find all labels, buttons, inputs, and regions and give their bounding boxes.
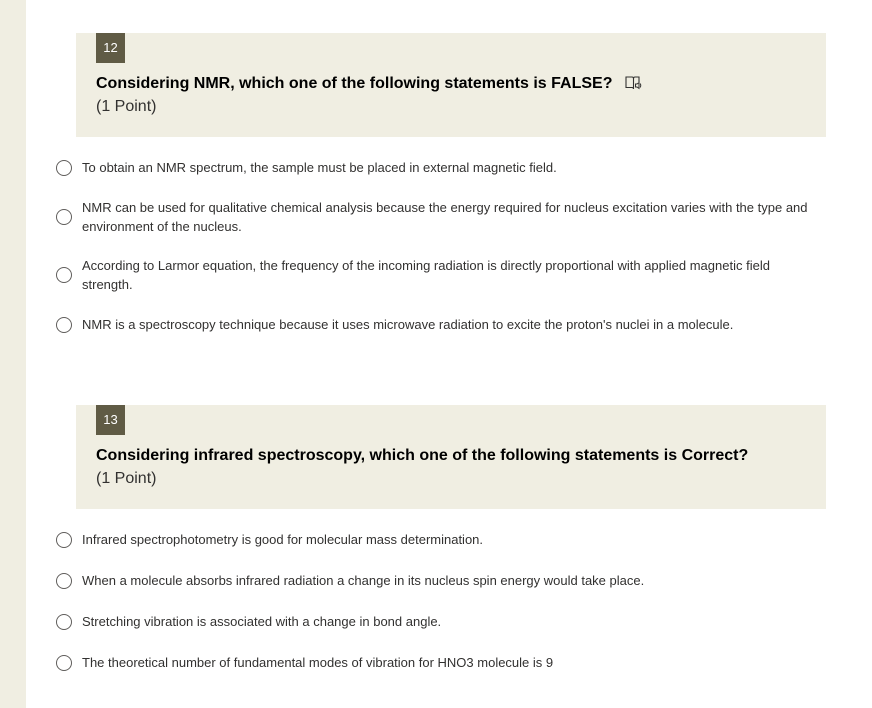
radio-button[interactable] <box>56 532 72 548</box>
answer-option[interactable] <box>56 256 816 294</box>
radio-button[interactable] <box>56 317 72 333</box>
left-margin-strip <box>0 0 26 708</box>
radio-button[interactable] <box>56 655 72 671</box>
answer-option[interactable] <box>56 158 816 177</box>
answer-option[interactable] <box>56 315 816 334</box>
answer-option-text: NMR can be used for qualitative chemical analysis because the energy required for nucleus excitation varies with the type and environment of the nucleus. <box>82 200 808 234</box>
radio-button[interactable] <box>56 614 72 630</box>
answer-option-text: Stretching vibration is associated with a change in bond angle. <box>82 614 442 629</box>
answer-option[interactable] <box>56 198 816 236</box>
radio-button[interactable] <box>56 160 72 176</box>
question-number-badge: 12 <box>96 33 125 63</box>
question-points: (1 Point) <box>96 98 157 115</box>
radio-button[interactable] <box>56 267 72 283</box>
question-title-text: Considering infrared spectroscopy, which one of the following statements is Correct? <box>96 447 749 464</box>
answer-option[interactable] <box>56 612 816 631</box>
question-number-badge: 13 <box>96 405 125 435</box>
question-title-text: Considering NMR, which one of the following statements is FALSE? <box>96 75 613 92</box>
question-points: (1 Point) <box>96 470 157 487</box>
answer-option-text: When a molecule absorbs infrared radiation a change in its nucleus spin energy would take place. <box>82 573 645 588</box>
answer-option-text: NMR is a spectroscopy technique because it uses microwave radiation to excite the proton's nuclei in a molecule. <box>82 317 734 332</box>
radio-button[interactable] <box>56 209 72 225</box>
answer-option-text: The theoretical number of fundamental modes of vibration for HNO3 molecule is 9 <box>82 655 554 670</box>
form-content <box>26 0 872 708</box>
immersive-reader-icon[interactable] <box>625 75 643 96</box>
answer-option[interactable] <box>56 653 816 672</box>
question-title <box>96 75 643 96</box>
answer-option[interactable] <box>56 571 816 590</box>
answer-option[interactable] <box>56 530 816 549</box>
answer-option-text: To obtain an NMR spectrum, the sample must be placed in external magnetic field. <box>82 160 557 175</box>
question-title <box>96 447 748 465</box>
radio-button[interactable] <box>56 573 72 589</box>
question-header-13 <box>76 405 826 509</box>
question-header-12 <box>76 33 826 137</box>
answer-option-text: According to Larmor equation, the frequency of the incoming radiation is directly proportional with applied magnetic field strength. <box>82 258 770 292</box>
answer-option-text: Infrared spectrophotometry is good for molecular mass determination. <box>82 532 484 547</box>
